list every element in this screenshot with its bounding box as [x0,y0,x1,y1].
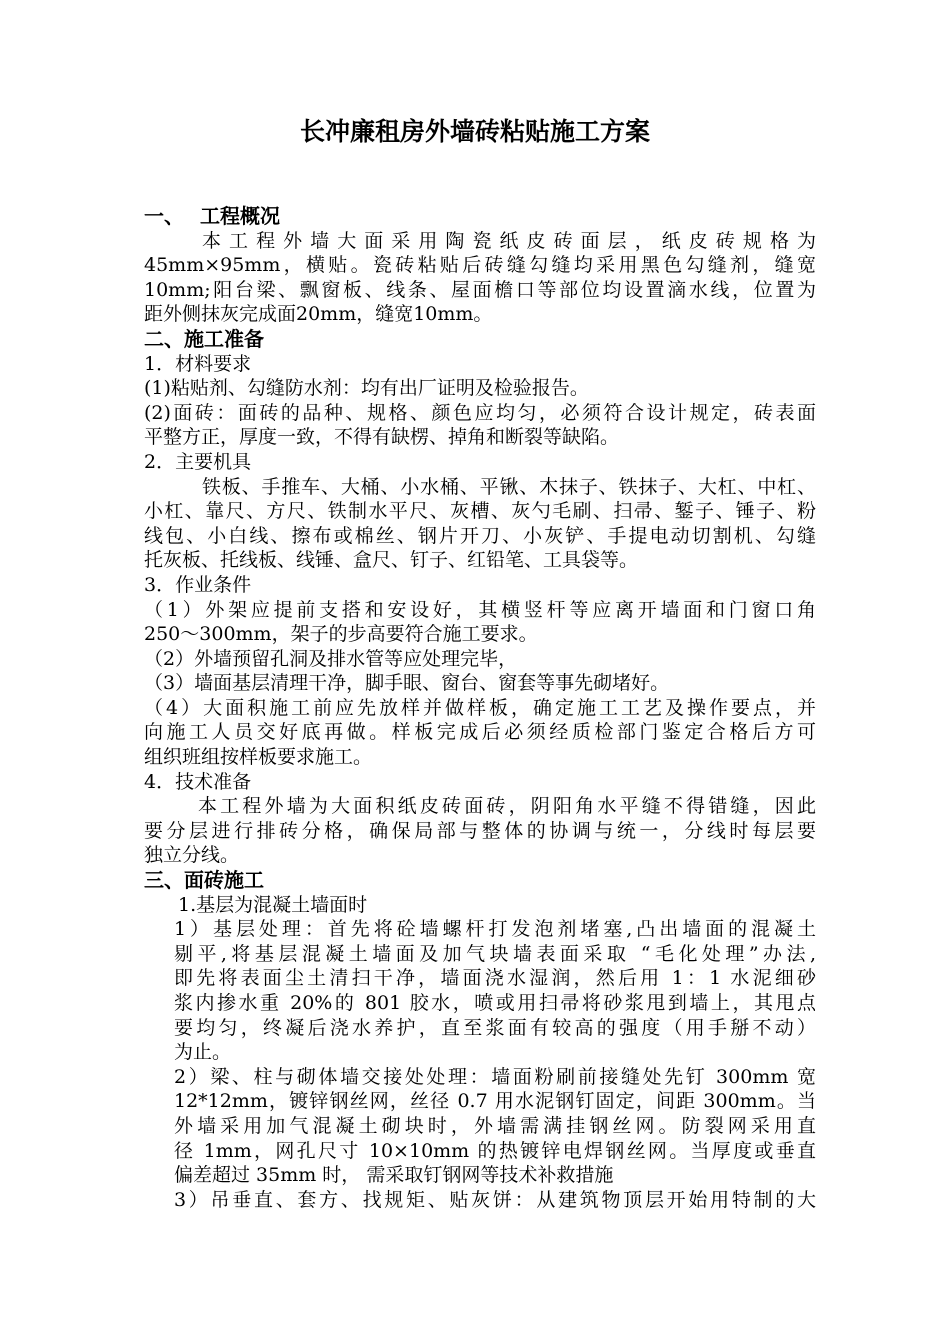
paragraph-line: （1）外架应提前支搭和安设好，其横竖杆等应离开墙面和门窗口角 [144,598,816,621]
section-heading-text: 工程概况 [200,204,280,228]
section-heading [144,204,816,229]
section-heading: 二、施工准备 [144,326,264,351]
document-body [144,204,816,1212]
paragraph-line: 10mm;阳台梁、飘窗板、线条、屋面檐口等部位均设置滴水线，位置为 [144,278,816,301]
paragraph-line: 250～300mm，架子的步高要符合施工要求。 [144,623,538,646]
paragraph-line: （3）墙面基层清理干净，脚手眼、窗台、窗套等事先砌堵好。 [144,672,670,695]
paragraph-line: （4）大面积施工前应先放样并做样板，确定施工工艺及操作要点，并 [144,696,816,719]
paragraph-line: 1.基层为混凝土墙面时 [178,893,368,916]
paragraph-line: 组织班组按样板要求施工。 [144,746,373,769]
paragraph-line: 12*12mm，镀锌钢丝网，丝径 0.7 用水泥钢钉固定，间距 300mm。当 [174,1090,816,1113]
paragraph-line: 3）吊垂直、套方、找规矩、贴灰饼：从建筑物顶层开始用特制的大 [174,1188,816,1211]
paragraph-line: 独立分线。 [144,844,240,867]
paragraph-line: 线包、小白线、擦布或棉丝、钢片开刀、小灰铲、手提电动切割机、勾缝 [144,524,816,547]
paragraph-line: 径 1mm，网孔尺寸 10×10mm 的热镀锌电焊钢丝网。当厚度或垂直 [174,1139,816,1162]
paragraph-line: (1)粘贴剂、勾缝防水剂：均有出厂证明及检验报告。 [144,377,589,400]
section-heading: 三、面砖施工 [144,868,264,893]
paragraph-line: 3．作业条件 [144,573,252,596]
paragraph-line: （2）外墙预留孔洞及排水管等应处理完毕， [144,647,518,670]
paragraph-line: 外墙采用加气混凝土砌块时，外墙需满挂钢丝网。防裂网采用直 [174,1114,816,1137]
paragraph-line: 4．技术准备 [144,770,252,793]
paragraph-line: 2）梁、柱与砌体墙交接处处理：墙面粉刷前接缝处先钉 300mm 宽 [174,1065,816,1088]
paragraph-line: 剔平,将基层混凝土墙面及加气块墙表面采取 “毛化处理”办法, [174,942,816,965]
paragraph-line: 2．主要机具 [144,450,252,473]
paragraph-line: 铁板、手推车、大桶、小水桶、平锹、木抹子、铁抹子、大杠、中杠、 [202,475,816,498]
section-number: 一、 [144,204,184,228]
paragraph-line: 托灰板、托线板、线锤、盒尺、钉子、红铅笔、工具袋等。 [144,549,639,572]
paragraph-line: 浆内掺水重 20%的 801 胶水，喷或用扫帚将砂浆甩到墙上，其甩点 [174,992,816,1014]
paragraph-line: 1．材料要求 [144,352,252,375]
paragraph-line: 要分层进行排砖分格，确保局部与整体的协调与统一，分线时每层要 [144,819,816,842]
paragraph-line: 为止。 [174,1041,232,1064]
paragraph-line: 即先将表面尘土清扫干净，墙面浇水湿润，然后用 1：1 水泥细砂 [174,967,816,990]
paragraph-line: 距外侧抹灰完成面20mm，缝宽10mm。 [144,303,493,326]
paragraph-line: 小杠、靠尺、方尺、铁制水平尺、灰槽、灰勺毛刷、扫帚、錾子、锤子、粉 [144,500,816,523]
paragraph-line: 向施工人员交好底再做。样板完成后必须经质检部门鉴定合格后方可 [144,721,816,744]
paragraph-line: 要均匀，终凝后浇水养护，直至浆面有较高的强度（用手掰不动） [174,1016,816,1039]
paragraph-line: (2)面砖：面砖的品种、规格、颜色应均匀，必须符合设计规定，砖表面 [144,401,816,424]
paragraph-line: 45mm×95mm，横贴。瓷砖粘贴后砖缝勾缝均采用黑色勾缝剂，缝宽 [144,254,816,277]
paragraph-line: 1）基层处理：首先将砼墙螺杆打发泡剂堵塞,凸出墙面的混凝土 [174,918,816,941]
paragraph-line: 本工程外墙为大面积纸皮砖面砖，阴阳角水平缝不得错缝，因此 [198,795,816,818]
page-title: 长冲廉租房外墙砖粘贴施工方案 [299,117,650,146]
paragraph-line: 偏差超过 35mm 时， 需采取钉钢网等技术补救措施 [174,1164,614,1187]
paragraph-line: 平整方正，厚度一致，不得有缺楞、掉角和断裂等缺陷。 [144,426,620,449]
paragraph-line: 本工程外墙大面采用陶瓷纸皮砖面层，纸皮砖规格为 [202,229,816,252]
